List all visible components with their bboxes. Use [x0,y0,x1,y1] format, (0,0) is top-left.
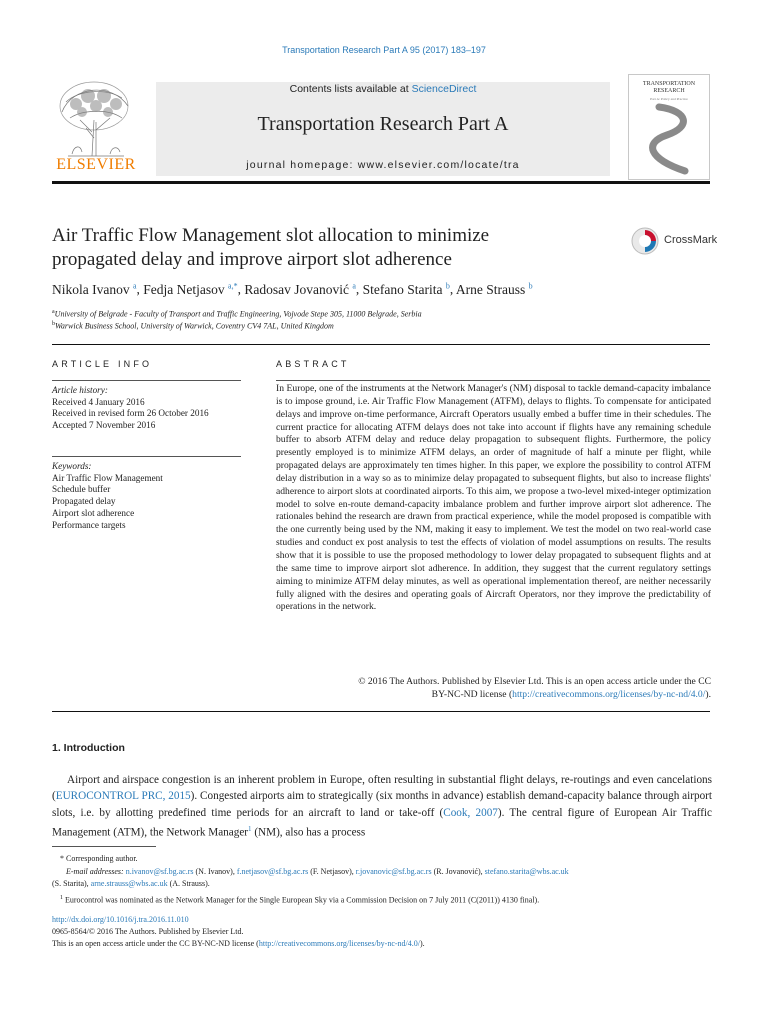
cover-subtitle: Part A: Policy and Practice [650,97,688,101]
email-link[interactable]: n.ivanov@sf.bg.ac.rs [125,867,194,876]
keyword: Airport slot adherence [52,507,135,518]
journal-homepage[interactable]: journal homepage: www.elsevier.com/locate/tra [246,159,520,171]
keyword: Schedule buffer [52,484,111,495]
affiliation-b: $^b$Warwick Business School, University of Warwick, Coventry CV4 7AL, United Kingdom [52,321,334,331]
article-info-rule [52,380,241,381]
journal-title[interactable]: Transportation Research Part A [257,113,509,135]
crossmark-label: CrossMark [664,234,718,246]
footnote-1: $^1$ Eurocontrol was nominated as the Network Manager for the Single European Sky via a Commission Decision on 7 July 2011 (C(2011)) 4130 final). [60,895,540,905]
author-1[interactable]: Nikola Ivanov $^a$ [52,281,137,297]
title-line-2: propagated delay and improve airport slot adherence [52,249,452,270]
oa-license-link[interactable]: http://creativecommons.org/licenses/by-nc-nd/4.0/ [258,939,420,948]
keywords-label: Keywords: [52,461,92,471]
author-2[interactable]: Fedja Netjasov $^{a,*}$ [143,281,238,297]
elsevier-wordmark: ELSEVIER [56,156,136,173]
keyword: Propagated delay [52,496,116,507]
history-revised: Received in revised form 26 October 2016 [52,408,209,419]
cover-road-icon [629,75,709,179]
citation-eurocontrol[interactable]: EUROCONTROL PRC, 2015 [55,790,191,803]
author-5[interactable]: Arne Strauss $^b$ [455,281,533,297]
author-list: Nikola Ivanov $^a$, Fedja Netjasov $^{a,*}$, Radosav Jovanović $^a$, Stefano Starita $^b$, Arne Strauss $^b$ [52,281,533,297]
introduction-paragraph: Airport and airspace congestion is an inherent problem in Europe, often resulting in substantial flight delays, re-routings and even cancelations (EUROCONTROL PRC, 2015). Congested airports aim to strategically (six months in advance) establish demand-capacity balance through airport slots, i.e. by allotting predefined time periods for an aircraft to land or take-off (Cook, 2007). The central figure of European Air Traffic Management (ATM), the Network Manager$^1$ (NM), also has a process [52,774,712,839]
doi-link[interactable]: http://dx.doi.org/10.1016/j.tra.2016.11.010 [52,915,189,924]
license-link[interactable]: http://creativecommons.org/licenses/by-nc-nd/4.0/ [512,688,706,700]
footnote-rule [52,846,156,847]
contents-prefix: Contents lists available at [289,83,412,95]
cover-title: TRANSPORTATION RESEARCH [642,81,696,94]
email-link[interactable]: r.jovanovic@sf.bg.ac.rs [355,867,432,876]
contents-line [156,83,610,95]
section-heading-introduction: 1. Introduction [52,742,125,754]
history-label: Article history: [52,385,108,395]
journal-reference[interactable]: Transportation Research Part A 95 (2017) 183–197 [282,45,486,55]
crossmark-badge[interactable] [630,226,718,256]
abstract-heading: ABSTRACT [276,359,350,369]
keywords-rule [52,456,241,457]
affiliation-a: $^a$University of Belgrade - Faculty of Transport and Traffic Engineering, Vojvode Stepe 305, 11000 Belgrade, Serbia [52,309,422,319]
sciencedirect-link[interactable]: ScienceDirect [411,83,477,95]
issn-line: 0965-8564/© 2016 The Authors. Published by Elsevier Ltd. [52,927,244,936]
email-link[interactable]: stefano.starita@wbs.ac.uk [484,867,569,876]
footnote-emails: E-mail addresses: n.ivanov@sf.bg.ac.rs (N. Ivanov), f.netjasov@sf.bg.ac.rs (F. Netjasov), r.jovanovic@sf.bg.ac.rs (R. Jovanović), stefano.starita@wbs.ac.uk [66,867,569,876]
footnote-emails-cont: (S. Starita), arne.strauss@wbs.ac.uk (A. Strauss). [52,879,210,888]
open-access-line: This is an open access article under the CC BY-NC-ND license (http://creativecommons.org/licenses/by-nc-nd/4.0/). [52,939,425,948]
title-rule [52,344,710,345]
keyword: Performance targets [52,519,126,530]
email-link[interactable]: f.netjasov@sf.bg.ac.rs [236,867,309,876]
email-link[interactable]: arne.strauss@wbs.ac.uk [90,879,168,888]
footnote-ref-1[interactable]: 1 [248,824,252,833]
author-4[interactable]: Stefano Starita $^b$ [362,281,450,297]
footnote-corresponding: * Corresponding author. [60,854,138,863]
article-history [52,385,241,432]
article-info-heading: ARTICLE INFO [52,359,153,369]
author-3[interactable]: Radosav Jovanović $^a$ [244,281,356,297]
elsevier-logo[interactable] [52,76,140,176]
abstract-bottom-rule [52,711,710,712]
citation-cook[interactable]: Cook, 2007 [443,806,498,819]
crossmark-icon [630,226,660,256]
history-received: Received 4 January 2016 [52,396,145,407]
doi-line [52,914,712,926]
keyword: Air Traffic Flow Management [52,472,163,483]
copyright-line-1: © 2016 The Authors. Published by Elsevier Ltd. This is an open access article under the CC [358,676,711,687]
paper-title [52,224,612,272]
abstract-text: In Europe, one of the instruments at the Network Manager's (NM) disposal to tackle demand-capacity imbalance is to impose ground, i.e. Air Traffic Flow Management (ATFM), delays to flights. To compensate for anticipated delays and improve on-time performance, Aircraft Operators usually embed a buffer time in their schedules. The current practice for allocating ATFM delays does not take into account if flights have any remaining schedule buffer to absorb ATFM delay and reduce delay propagation to subsequent flights. Furthermore, the policy presently employed is to minimize ATFM delays, an order of magnitude of half a minute per flight, while propagated delays are approximately ten times higher. In this paper, we explore the possibility to control ATFM delay distribution in a way so as to minimize delay propagated to subsequent flights, but also to increase flights' adherence to airport slots at coordinated airports. To this aim, we propose a two-level mixed-integer optimization model to solve en-route demand-capacity imbalance problem and further improve airport slot adherence. The rationales behind the research are drawn from practical experience, while the model proposed is compatible with the one currently being used by the NM, making it easy to implement. We test the model on two real-world case studies and conduct ex post analysis to test the effects of violation of model assumptions on results. The results show that it is possible to use the proposed methodology to lower delay propagated to subsequent flights and at the same time to improve airport slot adherence. In addition, they suggest that the current regulatory settings aiming to minimize ATFM delay minutes, as well as operational implementation thereof, are neither necessarily fully aligned with the desires and operating goals of Aircraft Operators, nor they improve the predictability of operations in the network. [276,383,711,613]
keywords-block [52,461,241,531]
journal-cover-thumbnail[interactable] [628,74,710,180]
abstract-rule [276,380,710,381]
header-rule [52,181,710,184]
copyright-line-2: BY-NC-ND license (http://creativecommons.org/licenses/by-nc-nd/4.0/). [431,688,711,700]
history-accepted: Accepted 7 November 2016 [52,420,156,431]
abstract-copyright [276,676,711,702]
title-line-1: Air Traffic Flow Management slot allocation to minimize [52,225,490,246]
